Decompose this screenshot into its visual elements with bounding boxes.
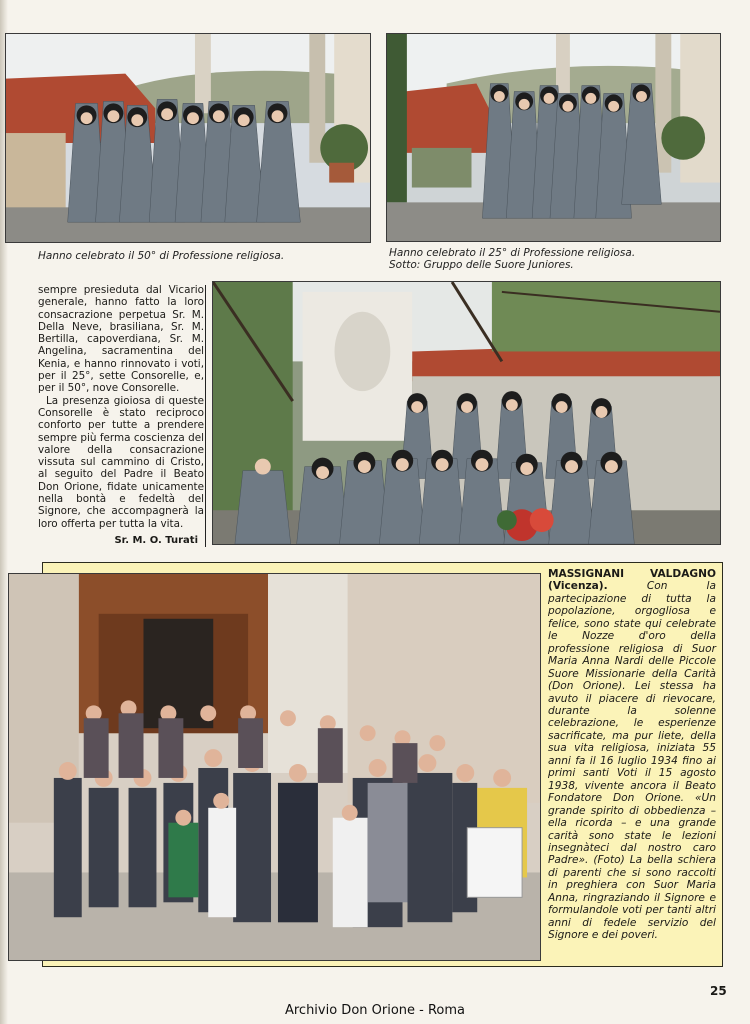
news-box-body: Con la partecipazione di tutta la popolazione, orgogliosa e felice, sono state qui celebrate le Nozze d'oro della professione religiosa di Suor Maria Anna Nardi delle Piccole Suore Missionarie della Carità (Don Orione). Lei stessa ha avuto il piacere di rievocare, durante la solenne celebrazione, le esperienze sacrificate, ma pur liete, della sua vita religiosa, iniziata 55 anni fa il 16 luglio 1934 fino ai primi santi Voti il 15 agosto 1938, vivente ancora il Beato Fondatore Don Orione. «Un grande spirito di obbedienza – ella ricorda – e una grande carità sono state le lezioni insegnàteci dal nostro caro Padre». (Foto) La bella schiera di parenti che si sono raccolti in preghiera con Suor Maria Anna, ringraziando il Signore e formulandole voti per tanti altri anni di fedele servizio del Signore e dei poveri. bbox=[548, 580, 716, 942]
photo-suore-juniores bbox=[212, 281, 721, 545]
column-divider bbox=[205, 285, 206, 547]
caption-50th bbox=[38, 250, 358, 262]
page-number: 25 bbox=[710, 984, 727, 998]
news-box-place: MASSIGNANI VALDAGNO (Vicenza). bbox=[548, 568, 716, 593]
article-text bbox=[38, 284, 204, 530]
article-paragraph-2: La presenza gioiosa di queste Consorelle è stato reciproco conforto per tutte a prendere sempre più ferma coscienza del valore della consacrazione vissuta sul cammino di Cristo, al seguito del Padre il Beato Don Orione, fidate unicamente nella bontà e fedeltà del Signore, che accompagnerà la loro offerta per tutta la vita. bbox=[38, 394, 204, 530]
photo-25th-anniversary bbox=[386, 33, 721, 242]
news-box-text bbox=[548, 568, 716, 942]
photo-50th-anniversary bbox=[5, 33, 371, 243]
caption-25th bbox=[389, 247, 719, 271]
photo-family-gathering bbox=[8, 573, 541, 961]
article-paragraph-1: sempre presieduta dal Vicario generale, hanno fatto la loro consacrazione perpetua Sr. M. Della Neve, brasiliana, Sr. M. Bertilla, capoverdiana, Sr. M. Angelina, sacramentina del Kenia, e hanno rinnovato i voti, per il 25°, sette Consorelle, e, per il 50°, nove Consorelle. bbox=[38, 284, 204, 395]
caption-50th-text: Hanno celebrato il 50° di Professione religiosa. bbox=[38, 250, 285, 262]
archive-footer: Archivio Don Orione - Roma bbox=[284, 1003, 466, 1018]
article-signature: Sr. M. O. Turati bbox=[114, 535, 198, 546]
caption-25th-line1: Hanno celebrato il 25° di Professione religiosa. bbox=[389, 247, 636, 259]
caption-25th-line2: Sotto: Gruppo delle Suore Juniores. bbox=[389, 259, 574, 271]
